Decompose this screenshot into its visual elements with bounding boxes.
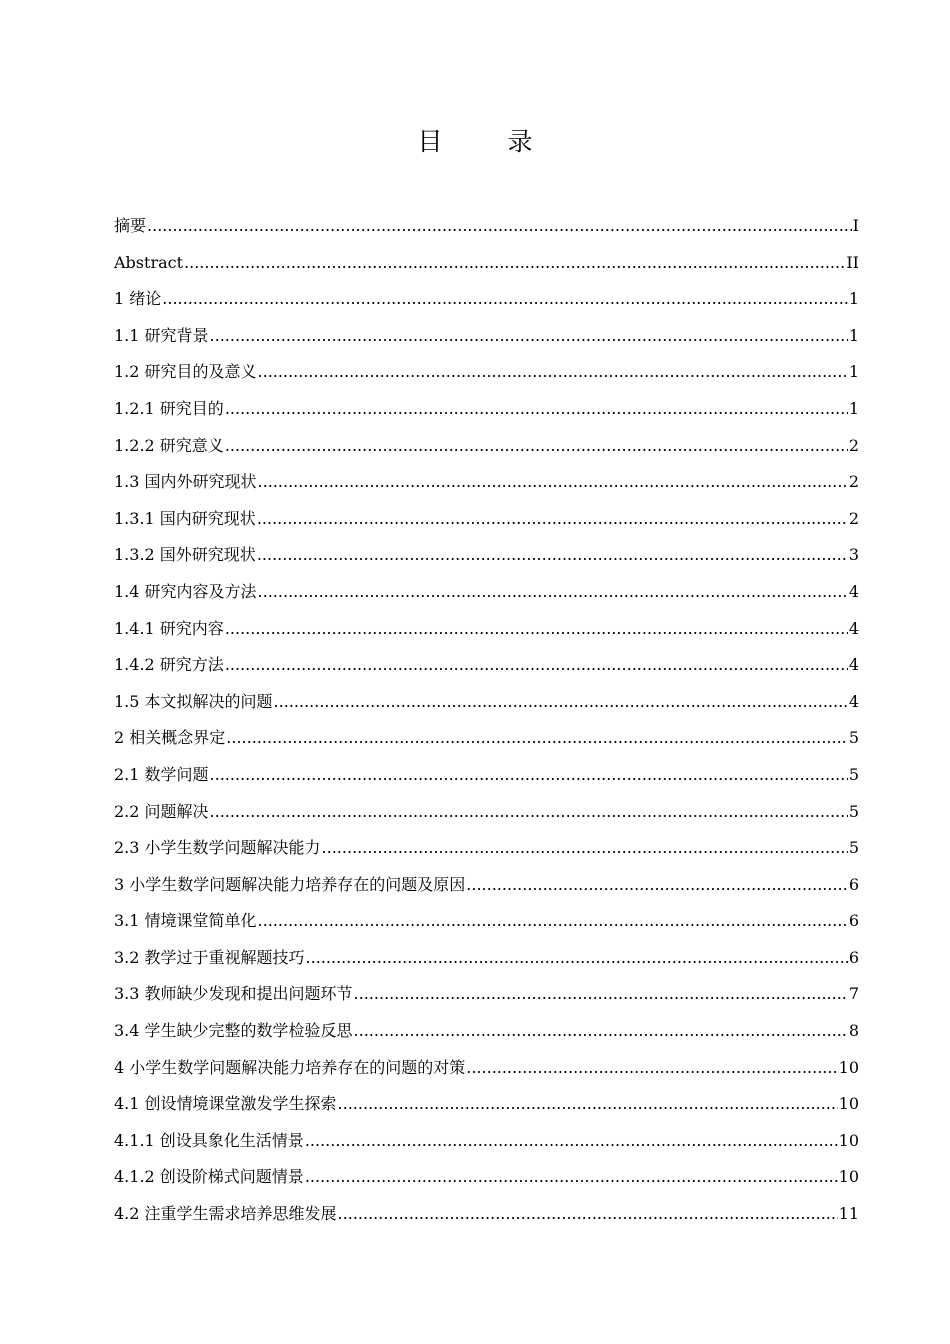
toc-entry[interactable] <box>114 794 859 831</box>
toc-entry-label: 3.1 情境课堂简单化 <box>114 911 257 931</box>
toc-entry-page: 11 <box>838 1204 859 1224</box>
toc-entry[interactable] <box>114 940 859 977</box>
toc-entry[interactable] <box>114 830 859 867</box>
toc-entry-label: 1.5 本文拟解决的问题 <box>114 691 273 711</box>
dot-leader <box>258 363 848 381</box>
toc-entry-label: 2.3 小学生数学问题解决能力 <box>114 838 321 858</box>
dot-leader <box>257 510 848 528</box>
toc-entry-page: 4 <box>848 618 859 638</box>
toc-entry-page: 4 <box>848 655 859 675</box>
toc-entry-page: 6 <box>848 947 859 967</box>
dot-leader <box>210 803 848 821</box>
toc-entry[interactable] <box>114 611 859 648</box>
toc-entry[interactable] <box>114 1013 859 1050</box>
dot-leader <box>226 729 848 747</box>
dot-leader <box>210 327 848 345</box>
dot-leader <box>354 1022 848 1040</box>
toc-entry-label: 3.2 教学过于重视解题技巧 <box>114 947 305 967</box>
dot-leader <box>354 985 848 1003</box>
toc-entry-label: 1.4.2 研究方法 <box>114 655 224 675</box>
toc-entry-label: Abstract <box>114 252 184 272</box>
toc-entry[interactable] <box>114 1050 859 1087</box>
toc-entry-page: 10 <box>838 1130 859 1150</box>
toc-entry-label: 1.4 研究内容及方法 <box>114 581 257 601</box>
toc-entry-page: 6 <box>848 911 859 931</box>
page-title: 目 录 <box>417 127 553 156</box>
toc-entry[interactable] <box>114 1159 859 1196</box>
toc-entry-page: 7 <box>848 984 859 1004</box>
dot-leader <box>225 656 848 674</box>
toc-entry[interactable] <box>114 245 859 282</box>
toc-entry-page: 1 <box>848 362 859 382</box>
toc-entry-label: 4.1.2 创设阶梯式问题情景 <box>114 1167 304 1187</box>
toc-entry[interactable] <box>114 1086 859 1123</box>
toc-entry-label: 3.4 学生缺少完整的数学检验反思 <box>114 1021 353 1041</box>
toc-entry[interactable] <box>114 391 859 428</box>
toc-entry-page: 2 <box>848 435 859 455</box>
dot-leader <box>466 876 848 894</box>
dot-leader <box>305 1168 838 1186</box>
toc-entry-label: 2.1 数学问题 <box>114 764 209 784</box>
toc-entry-page: 5 <box>848 728 859 748</box>
toc-entry-page: 4 <box>848 691 859 711</box>
toc-entry-page: 5 <box>848 801 859 821</box>
dot-leader <box>306 949 848 967</box>
dot-leader <box>225 620 848 638</box>
toc-entry-page: 4 <box>848 581 859 601</box>
toc-entry-label: 2.2 问题解决 <box>114 801 209 821</box>
dot-leader <box>258 473 848 491</box>
toc-entry-page: 1 <box>848 289 859 309</box>
toc-entry[interactable] <box>114 501 859 538</box>
toc-entry-label: 1.3.2 国外研究现状 <box>114 545 256 565</box>
toc-entry-label: 1.3.1 国内研究现状 <box>114 508 256 528</box>
toc-entry-label: 3 小学生数学问题解决能力培养存在的问题及原因 <box>114 874 466 894</box>
dot-leader <box>210 766 848 784</box>
toc-entry-label: 1.1 研究背景 <box>114 325 209 345</box>
toc-entry[interactable] <box>114 867 859 904</box>
toc-entry-label: 4.1.1 创设具象化生活情景 <box>114 1130 304 1150</box>
dot-leader <box>322 839 848 857</box>
toc-entry[interactable] <box>114 574 859 611</box>
dot-leader <box>466 1059 837 1077</box>
dot-leader <box>257 546 848 564</box>
toc-entry-page: 10 <box>838 1094 859 1114</box>
toc-entry-page: 8 <box>848 1021 859 1041</box>
dot-leader <box>225 437 848 455</box>
toc-entry[interactable] <box>114 1123 859 1160</box>
toc-entry[interactable] <box>114 1196 859 1233</box>
toc-entry-label: 2 相关概念界定 <box>114 728 226 748</box>
dot-leader <box>274 693 848 711</box>
toc-entry-label: 摘要 <box>114 216 147 235</box>
toc-entry-label: 1.3 国内外研究现状 <box>114 472 257 492</box>
toc-entry-page: 10 <box>838 1057 859 1077</box>
toc-entry-label: 4 小学生数学问题解决能力培养存在的问题的对策 <box>114 1057 466 1077</box>
toc-entry-page: 10 <box>838 1167 859 1187</box>
toc-entry[interactable] <box>114 428 859 465</box>
toc-entry[interactable] <box>114 647 859 684</box>
toc-entry[interactable] <box>114 464 859 501</box>
dot-leader <box>162 290 848 308</box>
toc-entry-page: II <box>846 252 859 272</box>
toc-entry-page: 6 <box>848 874 859 894</box>
toc-entry-label: 1.2.2 研究意义 <box>114 435 224 455</box>
toc-entry[interactable] <box>114 976 859 1013</box>
toc-entry-page: I <box>852 216 859 235</box>
toc-entry[interactable] <box>114 720 859 757</box>
dot-leader <box>225 400 848 418</box>
toc-entry[interactable] <box>114 318 859 355</box>
dot-leader <box>258 912 848 930</box>
toc-entry[interactable] <box>114 757 859 794</box>
dot-leader <box>305 1132 838 1150</box>
toc-entry-page: 1 <box>848 325 859 345</box>
dot-leader <box>338 1205 838 1223</box>
toc-entry[interactable] <box>114 281 859 318</box>
toc-entry[interactable] <box>114 208 859 245</box>
toc-entry-page: 1 <box>848 398 859 418</box>
toc-entry-label: 4.1 创设情境课堂激发学生探索 <box>114 1094 337 1114</box>
toc-entry-page: 5 <box>848 764 859 784</box>
toc-entry-page: 2 <box>848 508 859 528</box>
dot-leader <box>184 254 845 272</box>
toc-entry-label: 1 绪论 <box>114 289 162 309</box>
toc-entry[interactable] <box>114 684 859 721</box>
toc-entry[interactable] <box>114 354 859 391</box>
dot-leader <box>258 583 848 601</box>
toc-entry-page: 2 <box>848 472 859 492</box>
toc-entry-label: 1.4.1 研究内容 <box>114 618 224 638</box>
toc-entry-page: 5 <box>848 838 859 858</box>
toc-entry-label: 4.2 注重学生需求培养思维发展 <box>114 1204 337 1224</box>
toc-entry-page: 3 <box>848 545 859 565</box>
table-of-contents <box>114 208 859 1233</box>
toc-entry[interactable] <box>114 537 859 574</box>
toc-entry[interactable] <box>114 903 859 940</box>
dot-leader <box>147 217 852 235</box>
dot-leader <box>338 1095 838 1113</box>
toc-entry-label: 1.2.1 研究目的 <box>114 398 224 418</box>
toc-entry-label: 3.3 教师缺少发现和提出问题环节 <box>114 984 353 1004</box>
toc-entry-label: 1.2 研究目的及意义 <box>114 362 257 382</box>
